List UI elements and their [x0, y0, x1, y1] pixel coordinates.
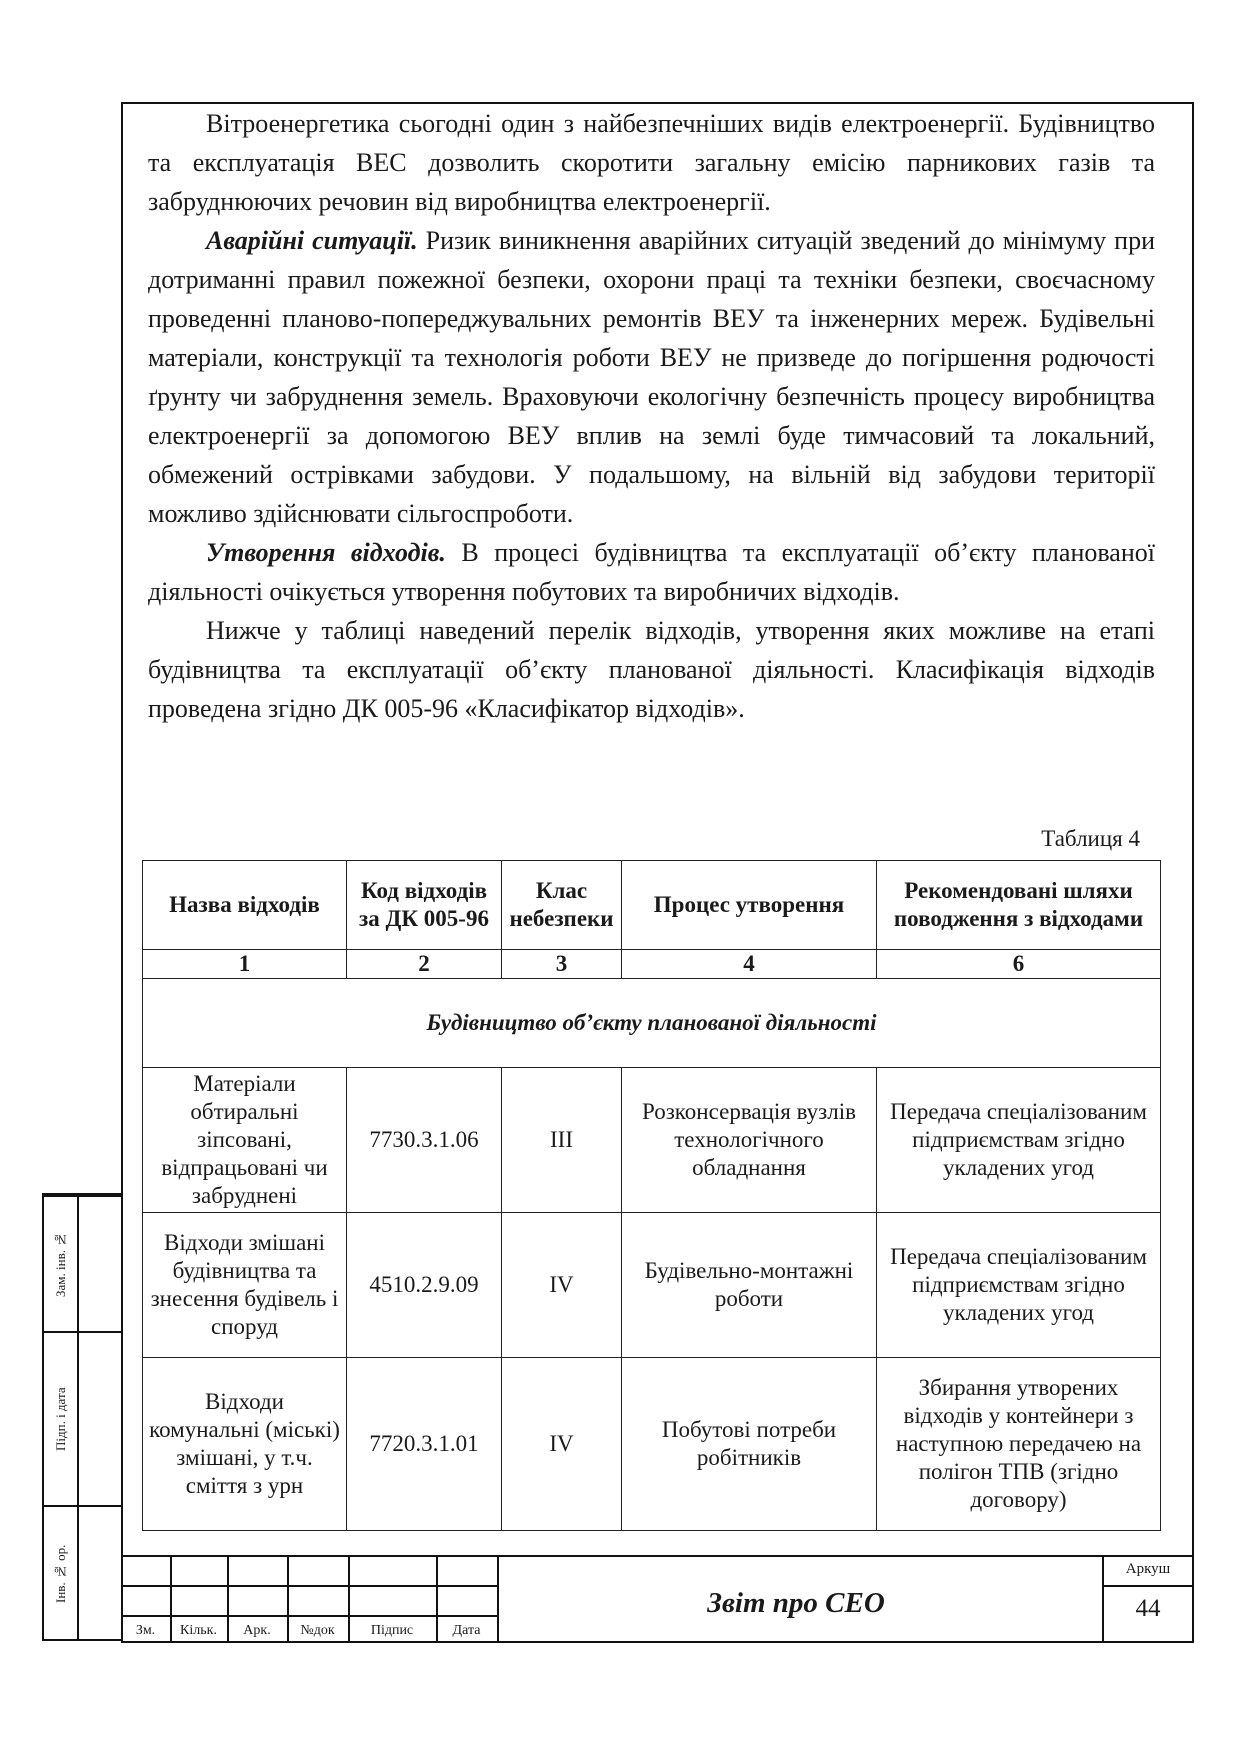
- side-label-orig-inv: Інв. № ор.: [53, 1544, 68, 1604]
- title-block-rule: [1102, 1585, 1194, 1587]
- paragraph-3-text: В процесі будівництва та експлуатації об’єкту планованої діяльності очікується утворення побутових та виробничих відходів.: [148, 538, 1155, 606]
- column-number-row: [143, 950, 1161, 979]
- document-title: Звіт про СЕО: [707, 1587, 885, 1619]
- paragraph-1: Вітроенергетика сьогодні один з найбезпечніших видів електроенергії. Будівництво та експлуатація ВЕС дозволить скоротити загальну емісію парникових газів та забруднюючих речовин від виробництва електроенергії.: [148, 109, 1155, 216]
- table-row: [143, 1213, 1161, 1358]
- paragraph-3: [148, 533, 1155, 611]
- table-row: [143, 1358, 1161, 1531]
- cell-formation-process: Будівельно-монтажні роботи: [622, 1213, 877, 1358]
- cell-handling-ways: Передача спеціалізованим підприємствам згідно укладених угод: [877, 1068, 1161, 1213]
- cell-hazard-class: III: [502, 1068, 622, 1213]
- title-block-col-signature: Підпис: [370, 1623, 414, 1638]
- table-caption: Таблиця 4: [1041, 826, 1140, 851]
- header-handling-ways: Рекомендовані шляхи поводження з відходами: [877, 861, 1161, 950]
- cell-waste-code: 7730.3.1.06: [347, 1068, 502, 1213]
- title-block-col-doc-number: №док: [300, 1623, 335, 1638]
- paragraph-2: [148, 221, 1155, 533]
- title-block-col-quantity: Кільк.: [180, 1623, 217, 1638]
- paragraph-2-lead: Аварійні ситуації.: [206, 226, 418, 255]
- cell-handling-ways: Передача спеціалізованим підприємствам згідно укладених угод: [877, 1213, 1161, 1358]
- cell-handling-ways: Збирання утворених відходів у контейнери з наступною передачею на полігон ТПВ (згідно договору): [877, 1358, 1161, 1531]
- paragraph-4: Нижче у таблиці наведений перелік відходів, утворення яких можливе на етапі будівництва та експлуатації об’єкту планованої діяльності. Класифікація відходів проведена згідно ДК 005-96 «Класифікатор відходів».: [148, 616, 1155, 723]
- header-hazard-class: Клас небезпеки: [502, 861, 622, 950]
- cell-waste-name: Відходи змішані будівництва та знесення будівель і споруд: [143, 1213, 347, 1358]
- body-text: [148, 104, 1155, 728]
- column-number: 3: [502, 950, 622, 979]
- cell-waste-name: Матеріали обтиральні зіпсовані, відпрацьовані чи забруднені: [143, 1068, 347, 1213]
- side-label-sign-date: Підп. і дата: [53, 1387, 68, 1451]
- section-row: [143, 979, 1161, 1068]
- column-number: 1: [143, 950, 347, 979]
- title-block-col-change: Зм.: [135, 1623, 156, 1638]
- side-strip: [42, 1195, 121, 1641]
- cell-formation-process: Розконсервація вузлів технологічного обладнання: [622, 1068, 877, 1213]
- table-header-row: [143, 861, 1161, 950]
- section-title: Будівництво об’єкту планованої діяльності: [143, 979, 1161, 1068]
- title-block: [121, 1555, 1194, 1643]
- title-block-rule: [497, 1557, 499, 1643]
- column-number: 2: [347, 950, 502, 979]
- title-block-rule: [121, 1615, 497, 1617]
- paragraph-2-text: Ризик виникнення аварійних ситуацій зведений до мінімуму при дотриманні правил пожежної безпеки, охорони праці та техніки безпеки, своєчасному проведенні планово-попереджувальних ремонтів ВЕУ та інженерних мереж. Будівельні матеріали, конструкції та технологія роботи ВЕУ не призведе до погіршення родючості ґрунту чи забруднення земель. Враховуючи екологічну безпечність процесу виробництва електроенергії за допомогою ВЕУ вплив на землі буде тимчасовий та локальний, обмежений острівками забудови. У подальшому, на вільній від забудови території можливо здійснювати сільгоспроботи.: [148, 226, 1155, 528]
- side-label-replaced-inv: Зам. інв. №: [53, 1231, 68, 1297]
- table-row: [143, 1068, 1161, 1213]
- column-number: 4: [622, 950, 877, 979]
- paragraph-3-lead: Утворення відходів.: [206, 538, 446, 567]
- sheet-number: 44: [1135, 1595, 1161, 1622]
- cell-waste-name: Відходи комунальні (міські) змішані, у т.ч. сміття з урн: [143, 1358, 347, 1531]
- side-strip-divider: [77, 1197, 79, 1639]
- cell-waste-code: 4510.2.9.09: [347, 1213, 502, 1358]
- cell-waste-code: 7720.3.1.01: [347, 1358, 502, 1531]
- title-block-col-date: Дата: [452, 1623, 481, 1638]
- column-number: 6: [877, 950, 1161, 979]
- sheet-label: Аркуш: [1125, 1561, 1171, 1577]
- cell-hazard-class: IV: [502, 1358, 622, 1531]
- cell-hazard-class: IV: [502, 1213, 622, 1358]
- waste-table: [142, 860, 1161, 1531]
- title-block-col-sheet: Арк.: [243, 1623, 271, 1638]
- header-waste-name: Назва відходів: [143, 861, 347, 950]
- cell-formation-process: Побутові потреби робітників: [622, 1358, 877, 1531]
- header-formation-process: Процес утворення: [622, 861, 877, 950]
- title-block-rule: [121, 1585, 497, 1587]
- header-waste-code: Код відходів за ДК 005-96: [347, 861, 502, 950]
